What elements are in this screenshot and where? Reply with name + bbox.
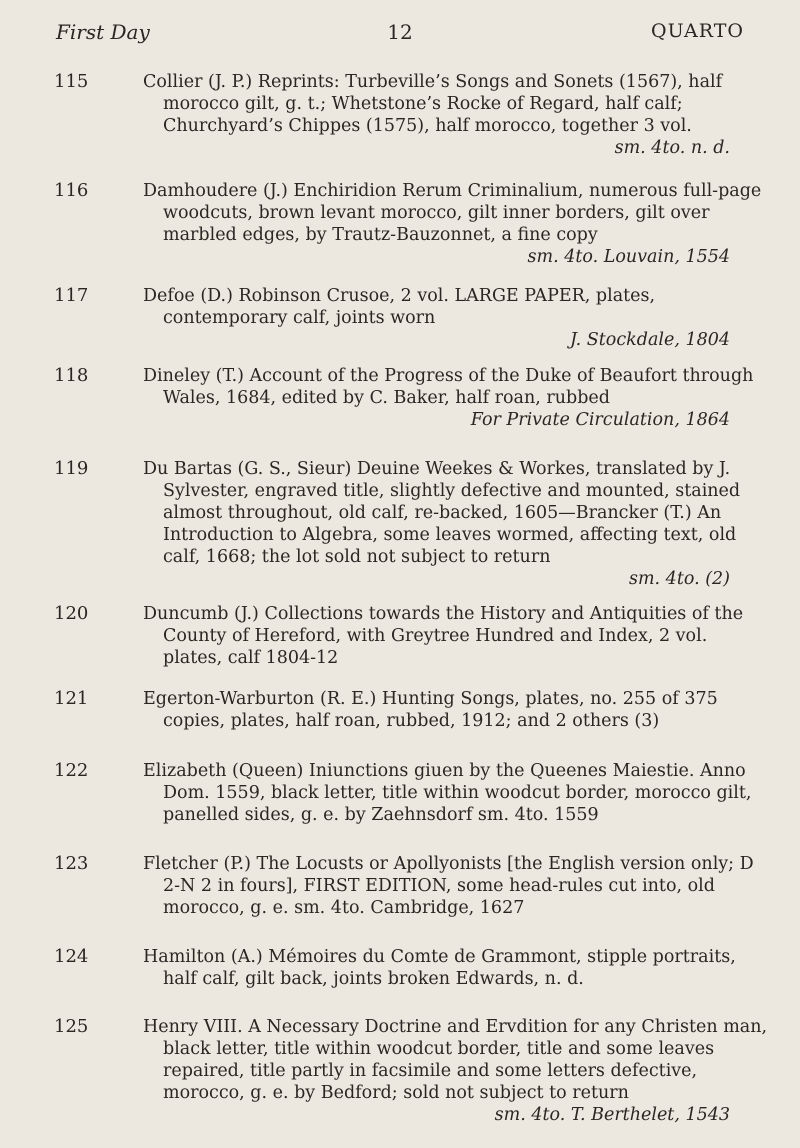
lot-116: [54, 180, 770, 268]
lot-124: [54, 946, 770, 990]
lot-number: 117: [54, 285, 89, 306]
lot-description: Collier (J. P.) Reprints: Turbeville’s Songs and Sonets (1567), half morocco gilt, g. t.; Whetstone’s Rocke of Regard, half calf; Churchyard’s Chippes (1575), half morocco, together 3 vol.: [143, 72, 723, 136]
page-header: [56, 20, 744, 52]
lot-imprint: sm. 4to. T. Berthelet, 1543: [494, 1105, 730, 1125]
lot-115: [54, 71, 770, 159]
lot-123: [54, 853, 770, 919]
lot-description: Defoe (D.) Robinson Crusoe, 2 vol. LARGE PAPER, plates, contemporary calf, joints worn: [143, 286, 656, 328]
lot-description: Elizabeth (Queen) Iniunctions giuen by the Queenes Maiestie. Anno Dom. 1559, black letter, title within woodcut border, morocco gilt, panelled sides, g. e. by Zaehnsdorf sm. 4to. 1559: [143, 761, 752, 825]
format-label: QUARTO: [651, 20, 744, 42]
lot-description: Egerton-Warburton (R. E.) Hunting Songs, plates, no. 255 of 375 copies, plates, half roan, rubbed, 1912; and 2 others (3): [143, 689, 718, 731]
lot-description: Hamilton (A.) Mémoires du Comte de Grammont, stipple portraits, half calf, gilt back, joints broken Edwards, n. d.: [143, 947, 736, 989]
lot-121: [54, 688, 770, 732]
lot-117: [54, 285, 770, 351]
lot-description: Duncumb (J.) Collections towards the History and Antiquities of the County of Hereford, with Greytree Hundred and Index, 2 vol. plates, calf 1804-12: [143, 604, 744, 668]
lot-number: 115: [54, 71, 89, 92]
lot-number: 118: [54, 365, 89, 386]
lot-imprint: sm. 4to. n. d.: [614, 138, 730, 158]
section-title: First Day: [56, 20, 150, 44]
lot-number: 116: [54, 180, 89, 201]
lot-description: Dineley (T.) Account of the Progress of the Duke of Beaufort through Wales, 1684, edited by C. Baker, half roan, rubbed: [143, 366, 754, 408]
page-number: 12: [387, 20, 413, 44]
lot-122: [54, 760, 770, 826]
lot-125: [54, 1016, 770, 1126]
lot-number: 124: [54, 946, 89, 967]
lot-description: Henry VIII. A Necessary Doctrine and Ervdition for any Christen man, black letter, title within woodcut border, title and some leaves repaired, title partly in facsimile and some letters defective, morocco, g. e. by Bedford; sold not subject to return: [143, 1017, 768, 1103]
lot-120: [54, 603, 770, 669]
lot-description: Du Bartas (G. S., Sieur) Deuine Weekes & Workes, translated by J. Sylvester, engraved title, slightly defective and mounted, stained almost throughout, old calf, re-backed, 1605—Brancker (T.) An Introduction to Algebra, some leaves wormed, affecting text, old calf, 1668; the lot sold not subject to return: [143, 459, 741, 567]
lot-number: 120: [54, 603, 89, 624]
lot-119: [54, 458, 770, 590]
lot-imprint: sm. 4to. (2): [628, 569, 730, 589]
lot-number: 121: [54, 688, 89, 709]
lot-imprint: For Private Circulation, 1864: [470, 410, 730, 430]
lot-imprint: J. Stockdale, 1804: [570, 330, 730, 350]
lot-number: 123: [54, 853, 89, 874]
lot-description: Fletcher (P.) The Locusts or Apollyonists [the English version only; D 2-N 2 in fours], FIRST EDITION, some head-rules cut into, old morocco, g. e. sm. 4to. Cambridge, 1627: [143, 854, 754, 918]
lot-imprint: sm. 4to. Louvain, 1554: [527, 247, 730, 267]
lot-number: 119: [54, 458, 89, 479]
lot-description: Damhoudere (J.) Enchiridion Rerum Criminalium, numerous full-page woodcuts, brown levant morocco, gilt inner borders, gilt over marbled edges, by Trautz-Bauzonnet, a fine copy: [143, 181, 762, 245]
lot-number: 122: [54, 760, 89, 781]
lot-118: [54, 365, 770, 431]
lot-number: 125: [54, 1016, 89, 1037]
